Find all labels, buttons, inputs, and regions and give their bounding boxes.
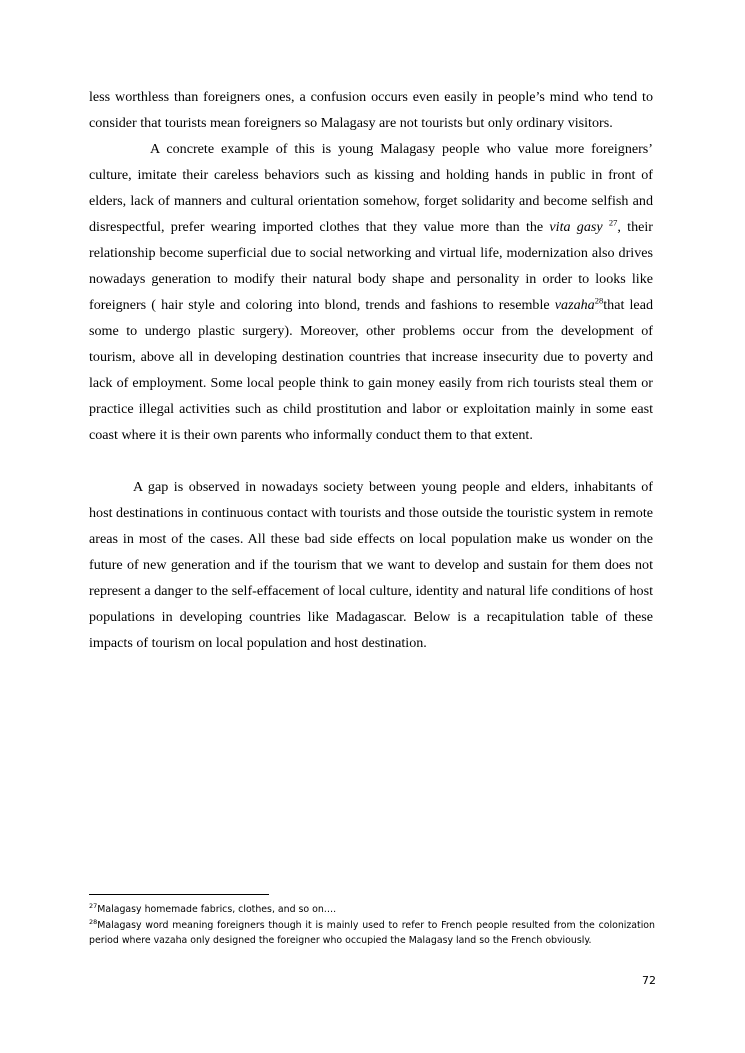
footnote-number-27: 27 <box>89 901 98 910</box>
page-body <box>89 84 653 656</box>
footnote-text-28: Malagasy word meaning foreigners though it is mainly used to refer to French people resulted from the colonization period where vazaha only designed the foreigner who occupied the Malagasy land so the French obviously. <box>89 919 655 946</box>
paragraph-2 <box>89 136 653 448</box>
paragraph-3 <box>89 474 653 656</box>
footnote-separator <box>89 894 269 895</box>
footnote-text-27: Malagasy homemade fabrics, clothes, and so on…. <box>97 904 337 915</box>
paragraph-2-text-part-2: , their relationship become superficial due to social networking and virtual life, modernization also drives nowadays generation to modify their natural body shape and personality in order to looks like foreigners ( hair style and coloring into blond, trends and fashions to resemble <box>89 219 653 313</box>
paragraph-1 <box>89 84 653 136</box>
footnote-28 <box>89 918 655 949</box>
footnote-27 <box>89 902 655 918</box>
footnote-ref-28[interactable]: 28 <box>594 295 604 306</box>
footnotes <box>89 902 655 949</box>
footnote-number-28: 28 <box>89 917 98 926</box>
paragraph-2-text-part-3: that lead some to undergo plastic surgery). Moreover, other problems occur from the development of tourism, above all in developing destination countries that increase insecurity due to poverty and lack of employment. Some local people think to gain money easily from rich tourists steal them or practice illegal activities such as child prostitution and labor or exploitation mainly in some east coast where it is their own parents who informally conduct them to that extent. <box>89 297 653 443</box>
paragraph-2-text-part-1: A concrete example of this is young Malagasy people who value more foreigners’ culture, imitate their careless behaviors such as kissing and holding hands in public in front of elders, lack of manners and cultural orientation somehow, forget solidarity and become selfish and disrespectful, prefer wearing imported clothes that they value more than the <box>89 141 653 235</box>
paragraph-1-text: less worthless than foreigners ones, a confusion occurs even easily in people’s mind who tend to consider that tourists mean foreigners so Malagasy are not tourists but only ordinary visitors. <box>89 89 653 131</box>
term-vita-gasy: vita gasy <box>549 219 603 235</box>
term-vazaha: vazaha <box>554 297 595 313</box>
paragraph-3-text: A gap is observed in nowadays society between young people and elders, inhabitants of host destinations in continuous contact with tourists and those outside the touristic system in remote areas in most of the cases. All these bad side effects on local population make us wonder on the future of new generation and if the tourism that we want to develop and sustain for them does not represent a danger to the self-effacement of local culture, identity and natural life conditions of host populations in developing countries like Madagascar. Below is a recapitulation table of these impacts of tourism on local population and host destination. <box>89 479 653 651</box>
footnote-ref-27[interactable]: 27 <box>608 217 618 228</box>
page-number: 72 <box>642 974 656 987</box>
